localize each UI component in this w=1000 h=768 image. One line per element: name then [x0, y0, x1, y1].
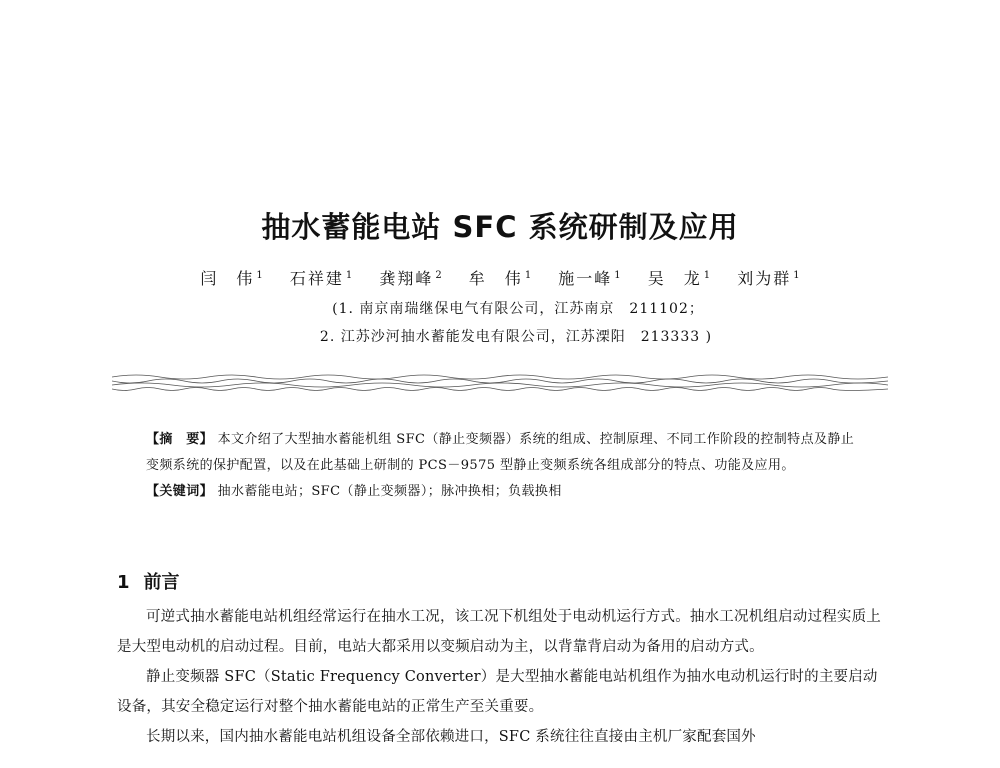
- affiliation-1: (1. 南京南瑞继保电气有限公司，江苏南京 211102；: [332, 301, 704, 317]
- author: 牟 伟 $^1$: [468, 269, 532, 288]
- author: 施一峰 $^1$: [558, 269, 621, 288]
- section-heading: [117, 568, 180, 594]
- affiliation-2: 2. 江苏沙河抽水蓄能发电有限公司，江苏溧阳 213333 ): [319, 329, 713, 345]
- section-title: 前言: [143, 572, 180, 593]
- author: 吴 龙 $^1$: [647, 269, 711, 288]
- keywords-text: 抽水蓄能电站；SFC（静止变频器）；脉冲换相；负载换相: [217, 484, 562, 499]
- paragraph: 可逆式抽水蓄能电站机组经常运行在抽水工况，该工况下机组处于电动机运行方式。抽水工况机组启动过程实质上是大型电动机的启动过程。目前，电站大都采用以变频启动为主，以背靠背启动为备用的启动方式。: [117, 609, 881, 655]
- keywords: [146, 479, 866, 505]
- section-body: [117, 602, 889, 752]
- abstract-block: [146, 427, 866, 505]
- author: 刘为群 $^1$: [737, 269, 800, 288]
- abstract-text: 本文介绍了大型抽水蓄能机组 SFC（静止变频器）系统的组成、控制原理、不同工作阶段的控制特点及静止变频系统的保护配置，以及在此基础上研制的 PCS－9575 型静止变频系统各组成部分的特点、功能及应用。: [146, 432, 855, 473]
- author: 龚翔峰 $^2$: [379, 269, 442, 288]
- paragraph: 静止变频器 SFC（Static Frequency Converter）是大型抽水蓄能电站机组作为抽水电动机运行时的主要启动设备，其安全稳定运行对整个抽水蓄能电站的正常生产至关重要。: [117, 669, 878, 715]
- abstract: [146, 427, 866, 479]
- abstract-label: 【摘 要】: [146, 432, 214, 447]
- decorative-divider: [112, 371, 888, 393]
- section-number: 1: [117, 572, 130, 593]
- author: 石祥建 $^1$: [289, 269, 353, 288]
- paragraph: 长期以来，国内抽水蓄能电站机组设备全部依赖进口，SFC 系统往往直接由主机厂家配套国外: [146, 729, 756, 745]
- author: 闫 伟 $^1$: [200, 269, 263, 288]
- keywords-label: 【关键词】: [146, 484, 214, 499]
- paper-title: 抽水蓄能电站 SFC 系统研制及应用: [261, 210, 739, 244]
- author-list: [150, 266, 850, 289]
